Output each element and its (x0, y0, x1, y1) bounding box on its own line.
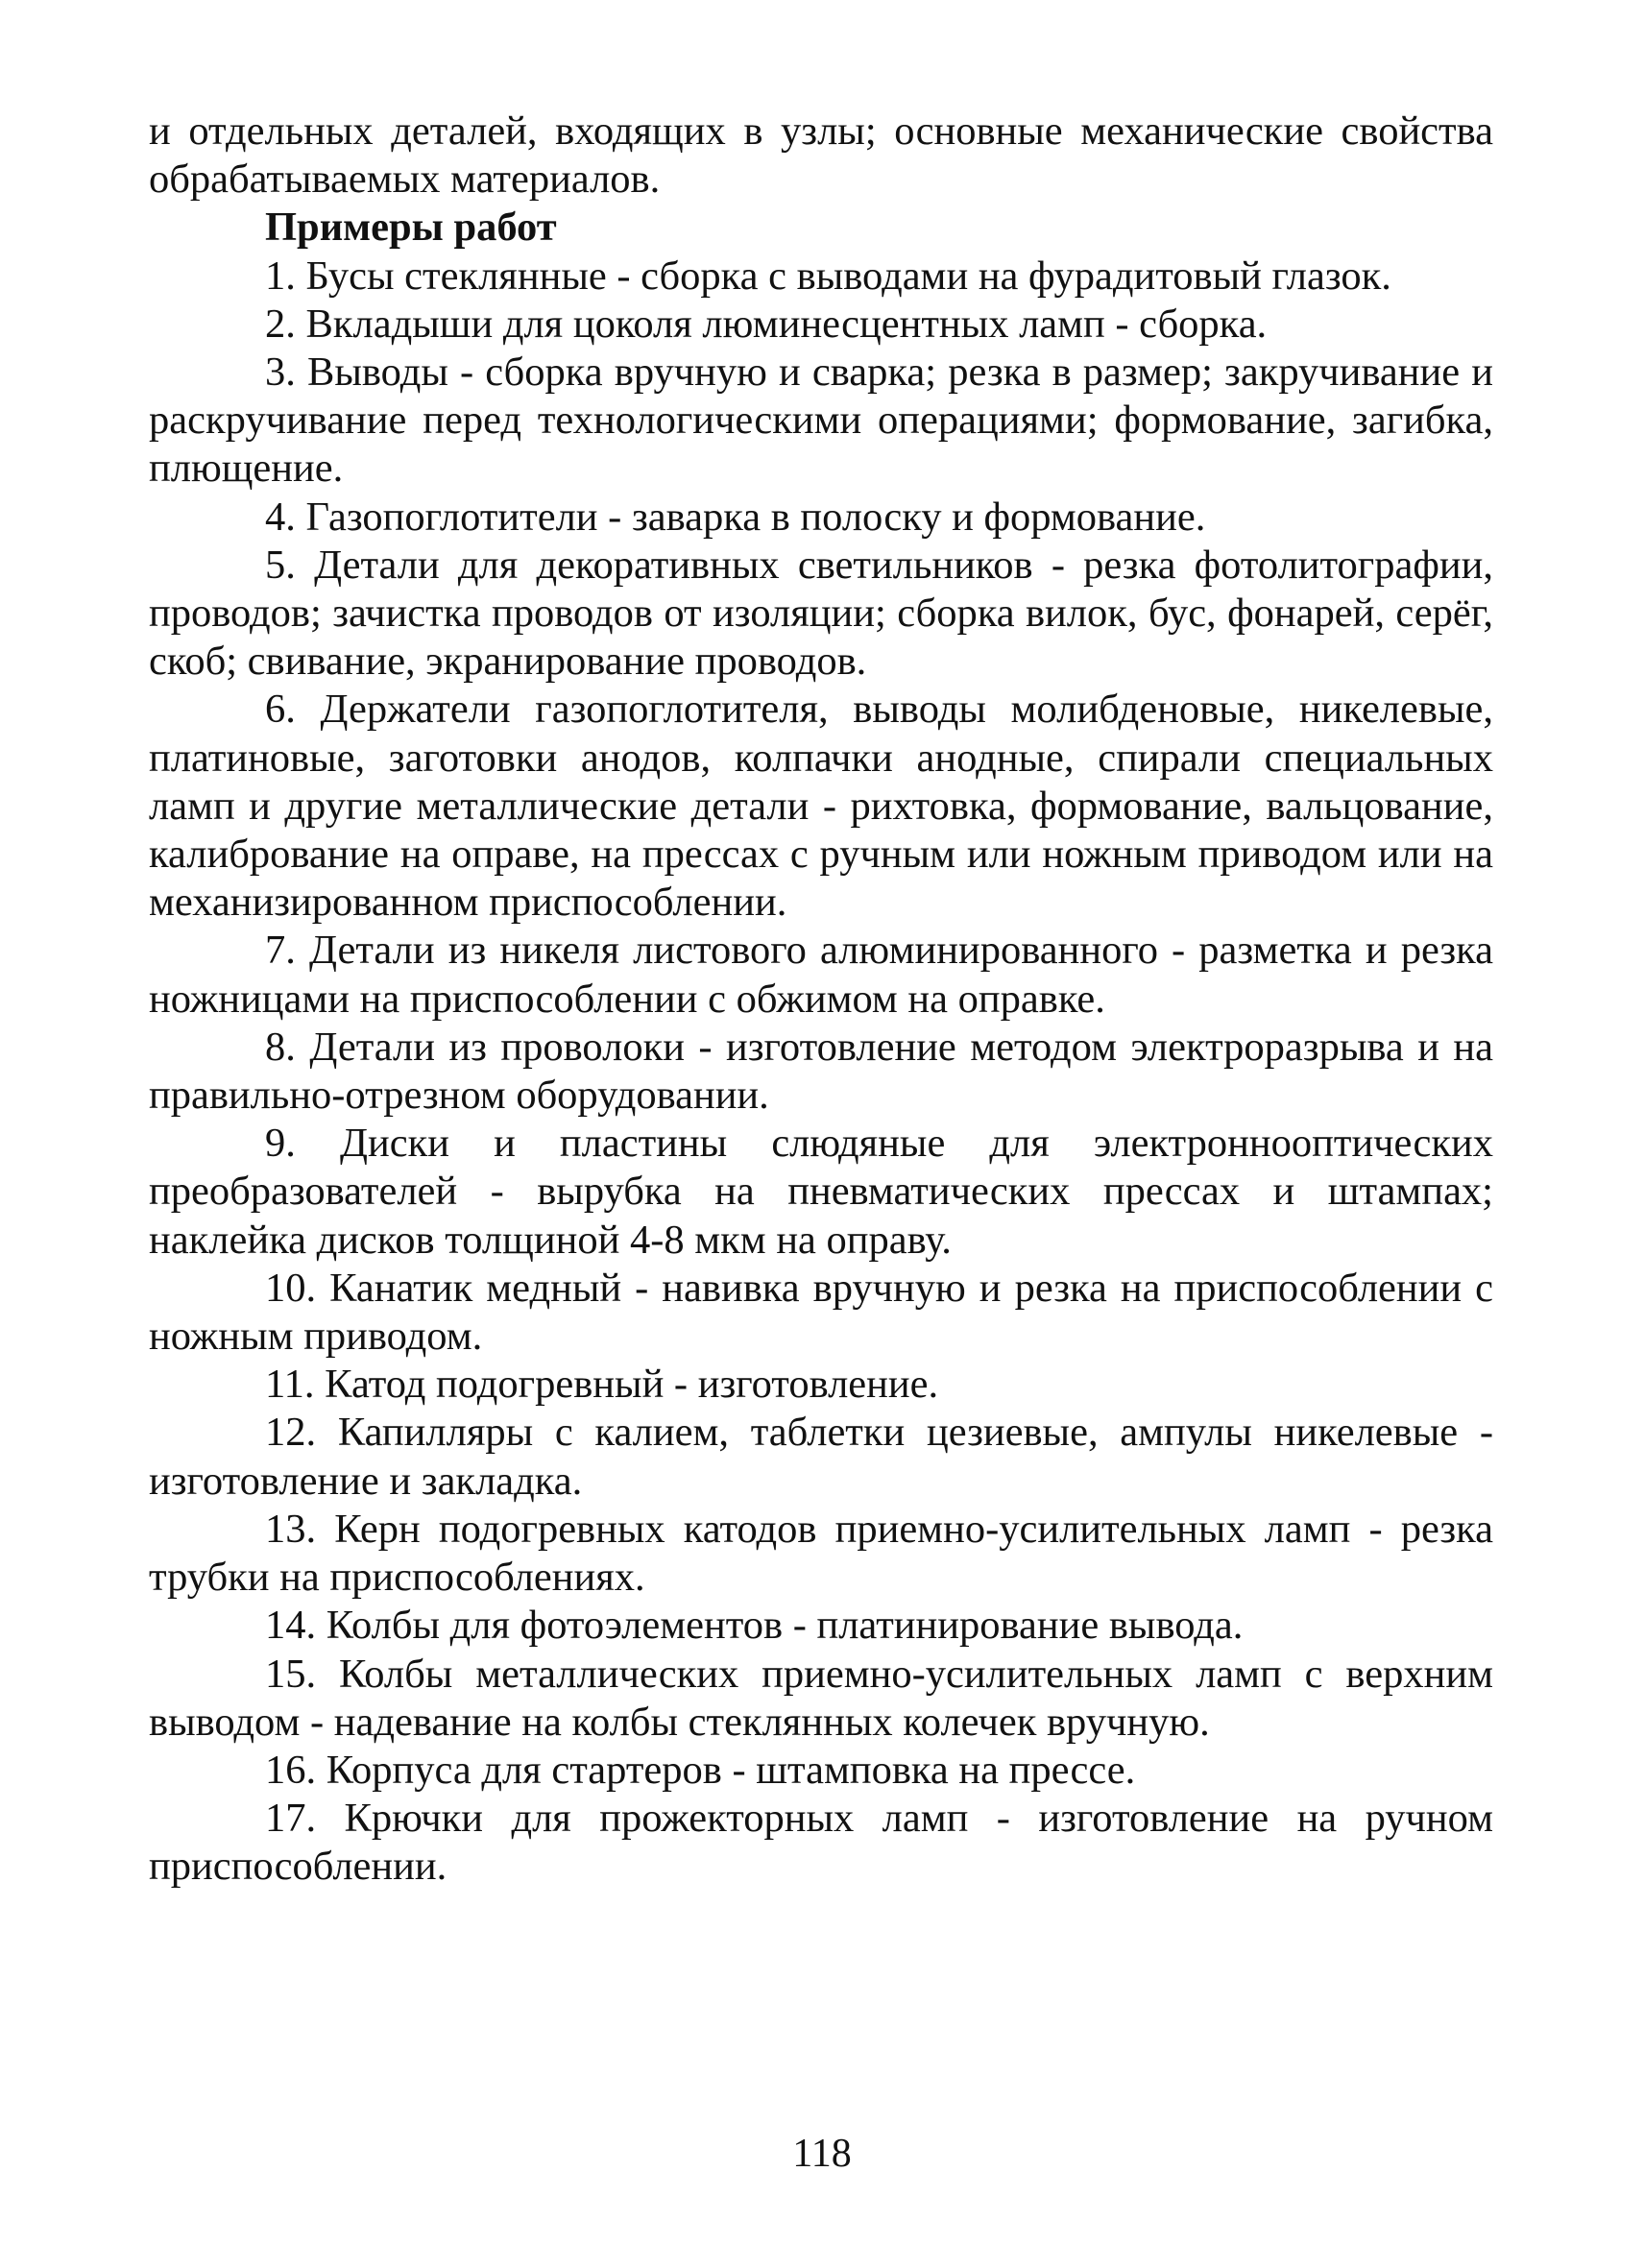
page-body (149, 108, 1493, 1892)
list-item: 13. Керн подогревных катодов приемно-усилительных ламп - резка трубки на приспособлениях. (149, 1506, 1493, 1601)
list-item: 11. Катод подогревный - изготовление. (265, 1362, 939, 1408)
page-number: 118 (792, 2132, 852, 2176)
list-item: 14. Колбы для фотоэлементов - платинирование вывода. (265, 1603, 1244, 1649)
list-item: 9. Диски и пластины слюдяные для электроннооптических преобразователей - вырубка на пневматических прессах и штампах; наклейка дисков толщиной 4-8 мкм на оправу. (149, 1121, 1493, 1263)
list-item: 16. Корпуса для стартеров - штамповка на прессе. (265, 1747, 1136, 1793)
section-heading: Примеры работ (265, 205, 557, 251)
intro-paragraph: и отдельных деталей, входящих в узлы; основные механические свойства обрабатываемых материалов. (149, 109, 1493, 203)
list-item: 10. Канатик медный - навивка вручную и резка на приспособлении с ножным приводом. (149, 1265, 1493, 1360)
list-item: 6. Держатели газопоглотителя, выводы молибденовые, никелевые, платиновые, заготовки анодов, колпачки анодные, спирали специальных ламп и другие металлические детали - рихтовка, формование, вальцование, калибрование на оправе, на прессах с ручным или ножным приводом или на механизированном приспособлении. (149, 687, 1493, 926)
list-item: 4. Газопоглотители - заварка в полоску и формование. (265, 494, 1206, 540)
list-item: 5. Детали для декоративных светильников - резка фотолитографии, проводов; зачистка проводов от изоляции; сборка вилок, бус, фонарей, серёг, скоб; свивание, экранирование проводов. (149, 542, 1493, 685)
list-item: 1. Бусы стеклянные - сборка с выводами на фурадитовый глазок. (265, 253, 1391, 299)
list-item: 3. Выводы - сборка вручную и сварка; резка в размер; закручивание и раскручивание перед технологическими операциями; формование, загибка, плющение. (149, 350, 1493, 492)
list-item: 2. Вкладыши для цоколя люминесцентных ламп - сборка. (265, 301, 1268, 347)
list-item: 8. Детали из проволоки - изготовление методом электроразрыва и на правильно-отрезном оборудовании. (149, 1024, 1493, 1119)
list-item: 17. Крючки для прожекторных ламп - изготовление на ручном приспособлении. (149, 1796, 1493, 1890)
list-item: 15. Колбы металлических приемно-усилительных ламп с верхним выводом - надевание на колбы стеклянных колечек вручную. (149, 1651, 1493, 1745)
list-item: 12. Капилляры с калием, таблетки цезиевые, ампулы никелевые - изготовление и закладка. (149, 1410, 1493, 1504)
list-item: 7. Детали из никеля листового алюминированного - разметка и резка ножницами на приспособлении с обжимом на оправке. (149, 928, 1493, 1022)
